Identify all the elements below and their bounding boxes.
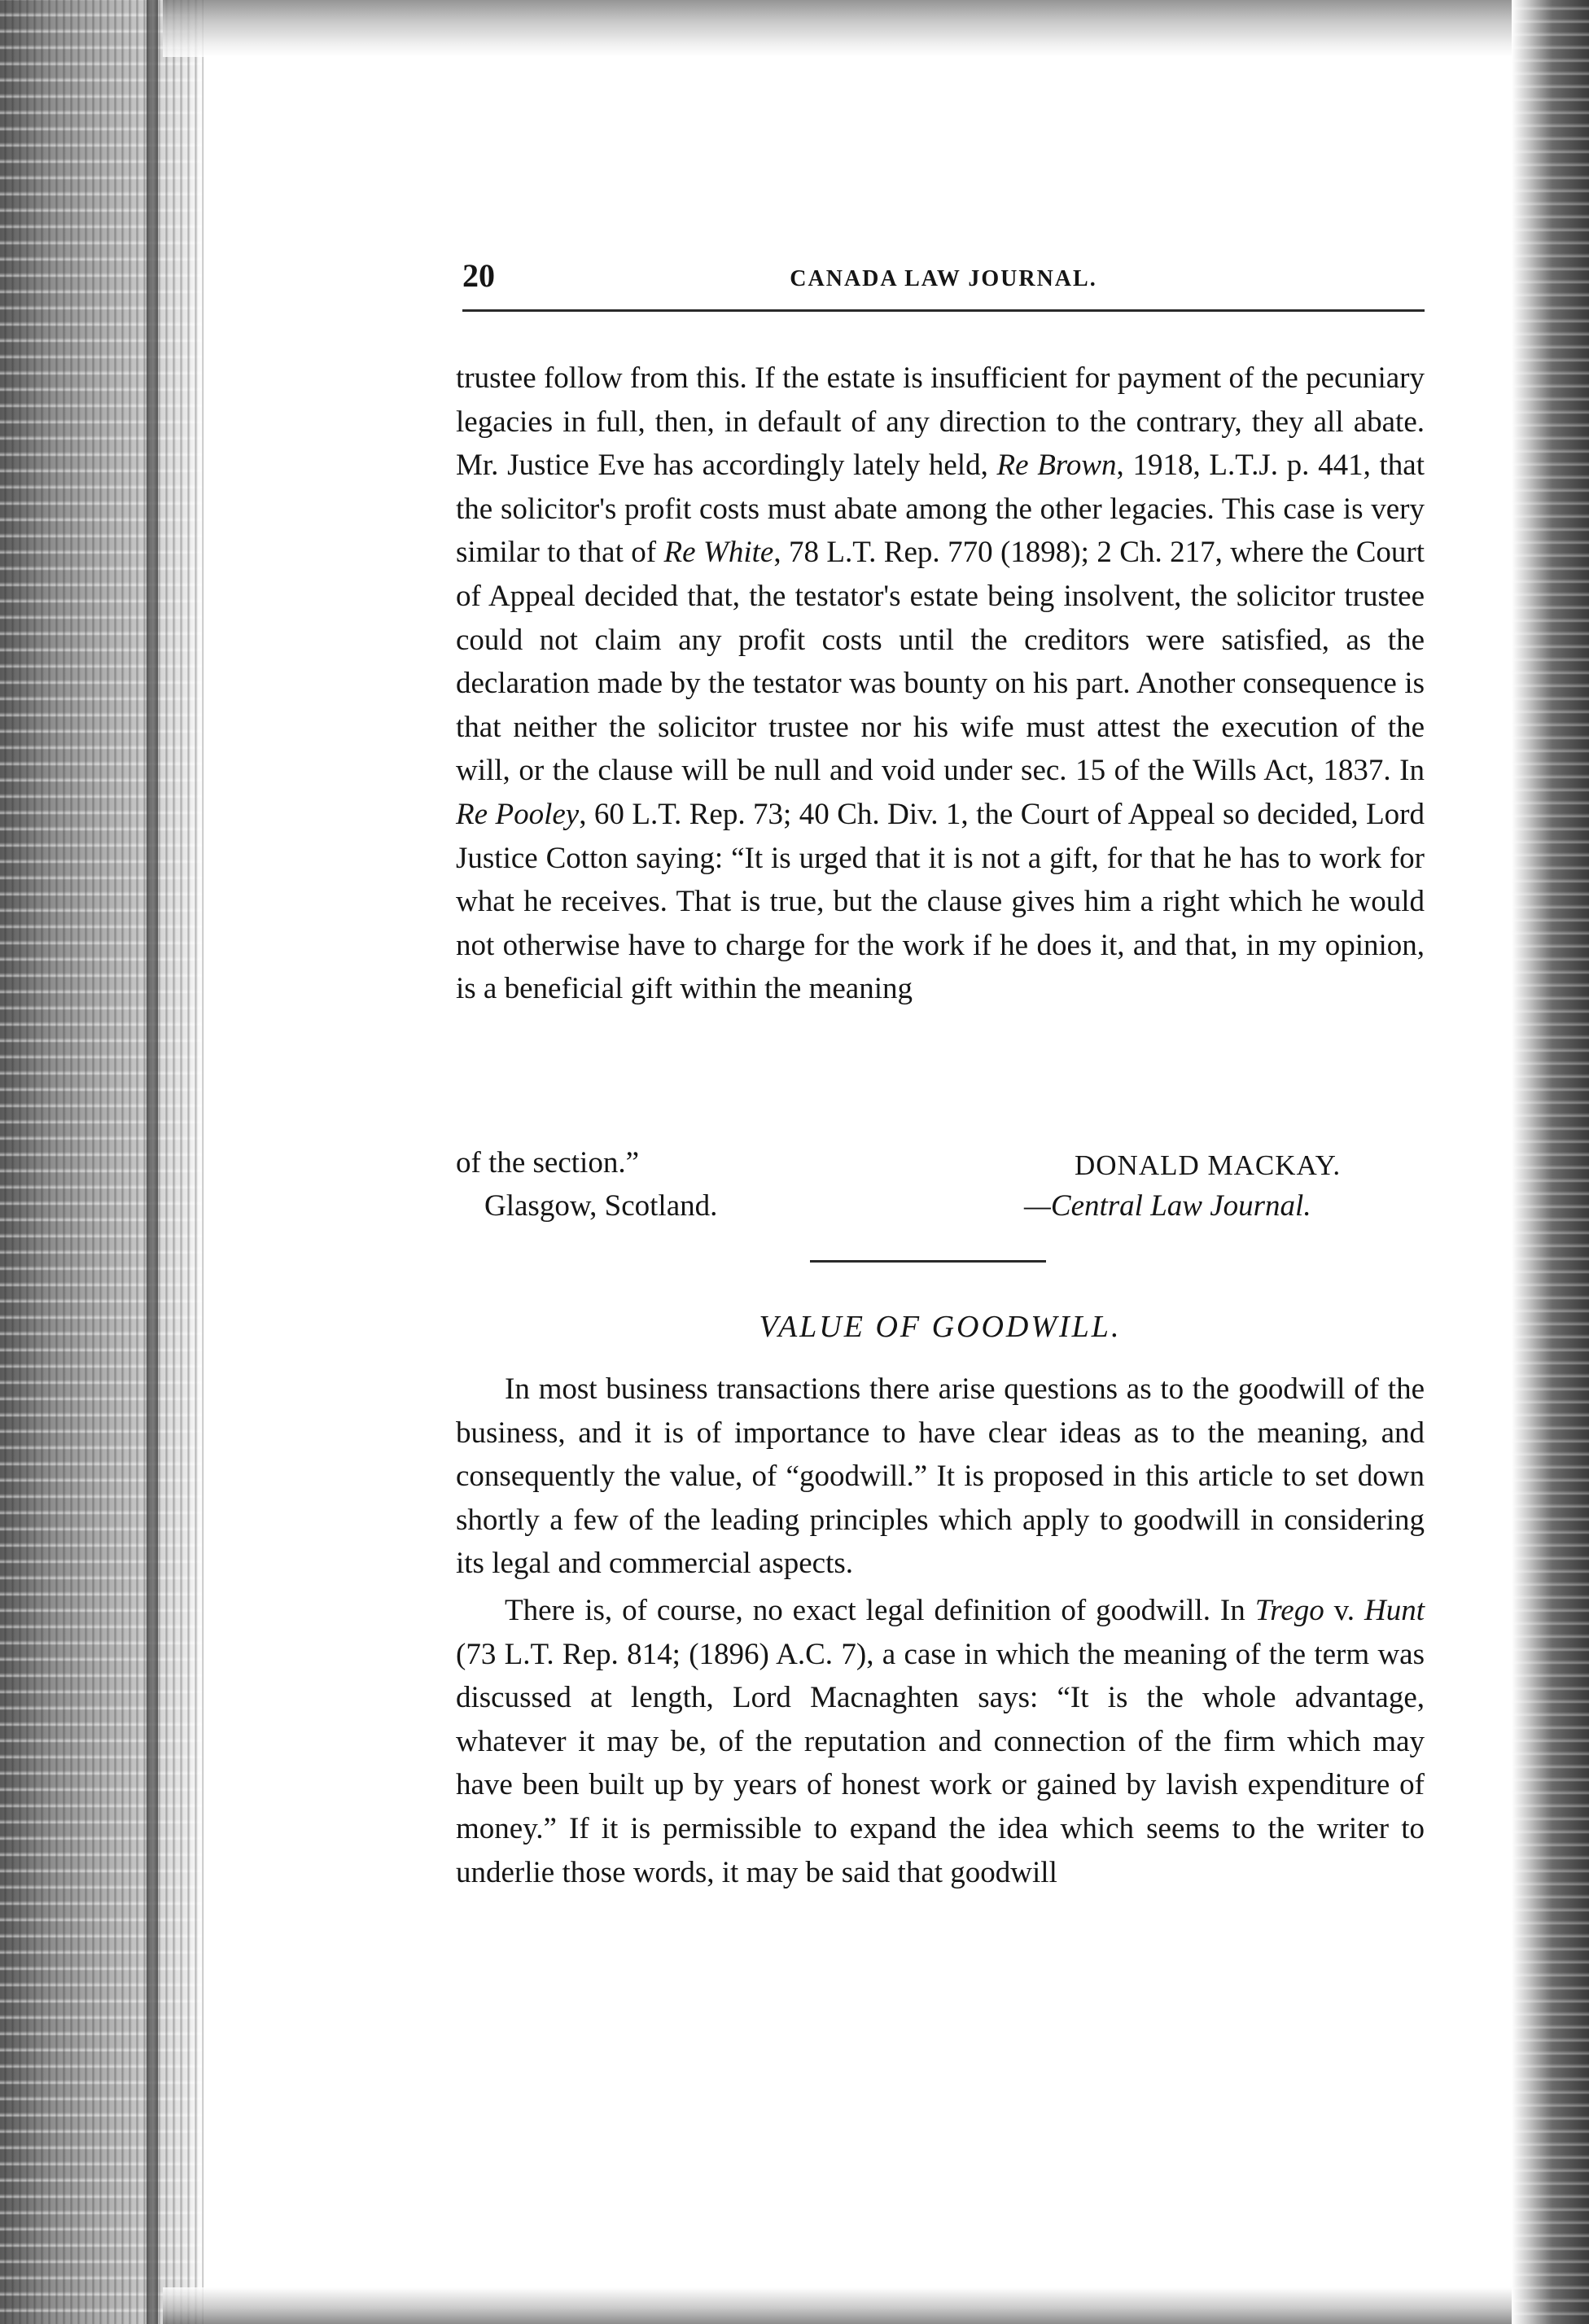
scan-shadow-top <box>163 0 1512 57</box>
binding-line <box>147 0 158 2324</box>
scan-shadow-left <box>0 0 204 2324</box>
page-number: 20 <box>462 257 495 294</box>
case-name: Trego <box>1254 1593 1324 1627</box>
new-article-body <box>456 1368 1425 1894</box>
text-run: v. <box>1324 1593 1364 1627</box>
author-signature: DONALD MACKAY. <box>1075 1149 1342 1181</box>
case-name: Hunt <box>1364 1593 1425 1627</box>
continued-article-body <box>456 357 1425 1011</box>
scan-shadow-bottom <box>163 2287 1512 2324</box>
text-run: (73 L.T. Rep. 814; (1896) A.C. 7), a case in which the meaning of the term was discussed at length, Lord Macnaghten says: “It is the whole advantage, whatever it may be, of the reputation and connection of the firm which may have been built up by years of honest work or gained by lavish expenditure of money.” If it is permissible to expand the idea which seems to the writer to underlie those words, it may be said that goodwill <box>456 1637 1425 1889</box>
source-citation: —Central Law Journal. <box>1024 1189 1311 1223</box>
case-name: Re Brown <box>996 449 1117 483</box>
closing-line: of the section.” <box>456 1146 639 1180</box>
case-name: Re White <box>663 536 774 570</box>
paragraph-2 <box>456 1589 1425 1894</box>
paragraph-1: In most business transactions there arise questions as to the goodwill of the business, and it is of importance to have clear ideas as to the meaning, and consequently the value, of “goodwill.” It is proposed in this article to set down shortly a few of the leading principles which apply to goodwill in considering its legal and commercial aspects. <box>456 1372 1425 1581</box>
article-title: VALUE OF GOODWILL. <box>759 1310 1122 1344</box>
text-run: , 1918, L.T.J. p. 441, that the solicitor's profit costs must abate among the other legacies. This case is very similar to that of <box>456 449 1425 570</box>
text-run: trustee follow from this. If the estate is insufficient for payment of the pecuniary legacies in full, then, in default of any direction to the contrary, they all abate. Mr. Justice Eve has accordingly lately held, <box>456 361 1425 483</box>
section-divider <box>810 1260 1046 1263</box>
continued-paragraph <box>456 357 1425 1011</box>
text-run: , 78 L.T. Rep. 770 (1898); 2 Ch. 217, where the Court of Appeal decided that, the testator's estate being insolvent, the solicitor trustee could not claim any profit costs until the creditors were satisfied, as the declaration made by the testator was bounty on his part. Another consequence is that neither the solicitor trustee nor his wife must attest the execution of the will, or the clause will be null and void under sec. 15 of the Wills Act, 1837. In <box>456 536 1425 788</box>
case-name: Re Pooley <box>456 797 580 831</box>
text-run: There is, of course, no exact legal definition of goodwill. In <box>505 1593 1255 1627</box>
header-rule <box>462 309 1425 312</box>
running-head: CANADA LAW JOURNAL. <box>790 266 1097 291</box>
author-place: Glasgow, Scotland. <box>484 1189 718 1223</box>
scan-shadow-right <box>1512 0 1589 2324</box>
text-run: , 60 L.T. Rep. 73; 40 Ch. Div. 1, the Court of Appeal so decided, Lord Justice Cotton saying: “It is urged that it is not a gift, for that he has to work for what he receives. That is true, but the clause gives him a right which he would not otherwise have to charge for the work if he does it, and that, in my opinion, is a beneficial gift within the meaning <box>456 797 1425 1006</box>
page-header <box>462 252 1425 309</box>
